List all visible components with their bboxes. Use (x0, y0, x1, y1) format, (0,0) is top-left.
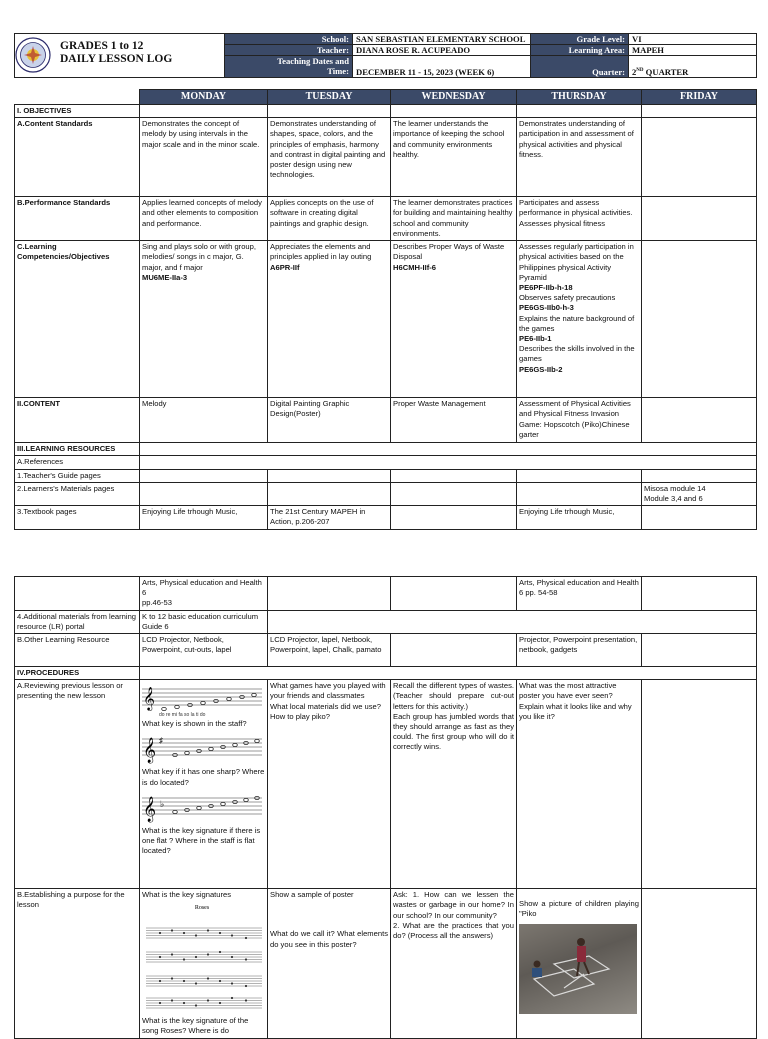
establishing-monday-tail: What is the key signature of the song Roses? Where is do (142, 1015, 249, 1035)
performance-standards-label: B.Performance Standards (15, 197, 140, 241)
content-standards-friday (642, 118, 757, 197)
textbook-thursday-cont: Arts, Physical education and Health 6 pp. 54-58 (517, 577, 642, 611)
day-wednesday: WEDNESDAY (391, 90, 517, 105)
content-standards-tuesday: Demonstrates understanding of shapes, space, colors, and the principles of emphasis, harmony and contrast in digital painting and poster design using new technologies. (268, 118, 391, 197)
lc-thursday-text-4: Describes the skills involved in the games (519, 344, 635, 364)
lc-thursday-text-3: Explains the nature background of the games (519, 313, 635, 333)
performance-standards-thursday: Participates and assess performance in physical activities. Assesses physical fitness (517, 197, 642, 241)
svg-text:𝄞: 𝄞 (143, 686, 155, 711)
lc-monday-text: Sing and plays solo or with group, melodies/ songs in c major, G. major, and f major (142, 242, 256, 272)
additional-materials-label: 4.Additional materials from learning resource (LR) portal (15, 610, 140, 633)
learning-competencies-monday (140, 241, 268, 398)
logo-cell (15, 34, 225, 78)
procedures-heading: IV.PROCEDURES (15, 667, 140, 680)
establishing-monday-question: What is the key signatures (142, 890, 232, 900)
teacher-label: Teacher: (225, 45, 353, 56)
svg-text:𝄞: 𝄞 (143, 738, 157, 764)
svg-text:♭: ♭ (160, 798, 165, 809)
content-tuesday: Digital Painting Graphic Design(Poster) (268, 398, 391, 443)
content-standards-label: A.Content Standards (15, 118, 140, 197)
child-crouching (532, 960, 542, 977)
lc-wednesday-code: H6CMH-IIf-6 (393, 262, 437, 272)
grade-level-label: Grade Level: (531, 34, 629, 45)
content-thursday: Assessment of Physical Activities and Physical Fitness Invasion Game: Hopscotch (Piko)Chinese garter (517, 398, 642, 443)
day-friday: FRIDAY (642, 90, 757, 105)
corner-cell (15, 90, 140, 105)
reviewing-previous-lesson-label: A.Reviewing previous lesson or presenting the new lesson (15, 680, 140, 889)
content-standards-thursday: Demonstrates understanding of participation in and assessment of physical activities and physical fitness. (517, 118, 642, 197)
reviewing-monday (140, 680, 268, 889)
textbook-tuesday: The 21st Century MAPEH in Action, p.206-207 (268, 506, 391, 529)
learning-competencies-friday (642, 241, 757, 398)
content-label: II.CONTENT (15, 398, 140, 443)
other-resource-thursday: Projector, Powerpoint presentation, netbook, gadgets (517, 634, 642, 667)
performance-standards-tuesday: Applies concepts on the use of software in creating digital paintings and graphic design. (268, 197, 391, 241)
svg-text:𝄞: 𝄞 (143, 796, 157, 822)
establishing-monday (140, 889, 268, 1039)
learning-resources-heading: III.LEARNING RESOURCES (15, 443, 140, 456)
lc-thursday-code-3: PE6-IIb-1 (519, 334, 552, 344)
review-question-1: What key is shown in the staff? (142, 719, 247, 729)
review-question-3: What is the key signature if there is one flat ? Where in the staff is flat located? (142, 825, 261, 856)
performance-standards-friday (642, 197, 757, 241)
learning-competencies-tuesday (268, 241, 391, 398)
content-standards-monday: Demonstrates the concept of melody by using intervals in the major scale and in the minor scale. (140, 118, 268, 197)
establishing-wednesday: Ask: 1. How can we lessen the wastes or garbage in our home? In our school? In our community? 2. What are the practices that you do? (Process all the answers) (391, 889, 517, 1039)
review-question-2: What key if it has one sharp? Where is do located? (142, 767, 265, 787)
reviewing-wednesday: Recall the different types of wastes. (Teacher should prepare cut-out letters for this activity.) Each group has jumbled words that they should arrange as fast as they could. The first group who will do it correctly wins. (391, 680, 517, 889)
establishing-tuesday-line2: What do we call it? What elements do you see in this poster? (270, 929, 388, 949)
school-label: School: (225, 34, 353, 45)
additional-materials-monday: K to 12 basic education curriculum Guide 6 (140, 610, 268, 633)
other-resource-tuesday: LCD Projector, lapel, Netbook, Powerpoint, lapel, Chalk, pamato (268, 634, 391, 667)
sheet-music-roses (142, 900, 262, 1012)
lc-thursday-code-1: PE6PF-IIb-h-18 (519, 283, 573, 293)
learners-materials-friday: Misosa module 14 Module 3,4 and 6 (642, 482, 757, 505)
dates-label-line-1: Teaching Dates and (277, 56, 349, 66)
dates-label-line-2: Time: (327, 66, 349, 76)
lesson-log-table-page2 (14, 576, 757, 1039)
establishing-purpose-label: B.Establishing a purpose for the lesson (15, 889, 140, 1039)
content-friday (642, 398, 757, 443)
textbook-thursday: Enjoying Life trhough Music, (517, 506, 642, 529)
quarter-word: QUARTER (643, 67, 689, 77)
teaching-dates-value: DECEMBER 11 - 15, 2023 (WEEK 6) (353, 56, 531, 78)
content-standards-wednesday: The learner understands the importance of keeping the school and community environments healthy. (391, 118, 517, 197)
textbook-pages-label: 3.Textbook pages (15, 506, 140, 529)
learning-area-value: MAPEH (629, 45, 757, 56)
music-staff-c-major (142, 683, 262, 717)
learning-competencies-thursday (517, 241, 642, 398)
music-staff-g-major (142, 731, 262, 765)
svg-text:♯: ♯ (159, 736, 163, 746)
other-learning-resource-label: B.Other Learning Resource (15, 634, 140, 667)
establishing-tuesday (268, 889, 391, 1039)
lc-wednesday-text: Describes Proper Ways of Waste Disposal (393, 242, 505, 262)
day-thursday: THURSDAY (517, 90, 642, 105)
quarter-number: 2 (632, 67, 637, 77)
establishing-thursday (517, 889, 642, 1039)
learning-area-label: Learning Area: (531, 45, 629, 56)
establishing-thursday-text: Show a picture of children playing "Piko (519, 899, 639, 919)
sheet-music-title: Roses (194, 905, 210, 912)
quarter-value (629, 56, 757, 78)
teacher-value: DIANA ROSE R. ACUPEADO (353, 45, 531, 56)
title-line-1: GRADES 1 to 12 (60, 40, 144, 52)
learners-materials-label: 2.Learners's Materials pages (15, 482, 140, 505)
teachers-guide-label: 1.Teacher's Guide pages (15, 469, 140, 482)
lc-tuesday-code: A6PR-IIf (270, 262, 300, 272)
title-line-2: DAILY LESSON LOG (60, 53, 173, 65)
learning-competencies-wednesday (391, 241, 517, 398)
solfa-syllables: do re mi fa so la ti do (159, 712, 206, 718)
reviewing-tuesday: What games have you played with your friends and classmates What local materials did we use? How to play piko? (268, 680, 391, 889)
reviewing-thursday: What was the most attractive poster you have ever seen? Explain what it looks like and why you like it? (517, 680, 642, 889)
other-resource-monday: LCD Projector, Netbook, Powerpoint, cut-outs, lapel (140, 634, 268, 667)
lc-tuesday-text: Appreciates the elements and principles applied in lay outing (270, 242, 372, 262)
lc-thursday-text-2: Observes safety precautions (519, 293, 616, 303)
quarter-suffix: ND (636, 68, 644, 74)
day-tuesday: TUESDAY (268, 90, 391, 105)
lc-thursday-text-1: Assesses regularly participation in physical activities based on the Philippines physical Activity Pyramid (519, 242, 634, 282)
lc-thursday-code-4: PE6GS-IIb-2 (519, 364, 563, 374)
references-label: A.References (15, 456, 140, 469)
lc-thursday-code-2: PE6GS-IIb0-h-3 (519, 303, 574, 313)
school-value: SAN SEBASTIAN ELEMENTARY SCHOOL (353, 34, 531, 45)
content-wednesday: Proper Waste Management (391, 398, 517, 443)
grade-level-value: VI (629, 34, 757, 45)
objectives-heading: I. OBJECTIVES (15, 105, 140, 118)
textbook-monday: Enjoying Life trhough Music, (140, 506, 268, 529)
lc-monday-code: MU6ME-IIa-3 (142, 272, 188, 282)
performance-standards-monday: Applies learned concepts of melody and other elements to composition and performance. (140, 197, 268, 241)
performance-standards-wednesday: The learner demonstrates practices for building and maintaining healthy school and community environments. (391, 197, 517, 241)
learning-competencies-label: C.Learning Competencies/Objectives (15, 241, 140, 398)
textbook-monday-cont: Arts, Physical education and Health 6 pp.46-53 (140, 577, 268, 611)
lesson-log-table-page1 (14, 89, 757, 530)
content-monday: Melody (140, 398, 268, 443)
children-playing-piko-photo (519, 924, 637, 1014)
day-monday: MONDAY (140, 90, 268, 105)
music-staff-f-major (142, 790, 262, 824)
header-info-table (14, 33, 757, 78)
establishing-tuesday-line1: Show a sample of poster (270, 890, 354, 900)
teaching-dates-label (225, 56, 353, 78)
quarter-label: Quarter: (531, 56, 629, 78)
